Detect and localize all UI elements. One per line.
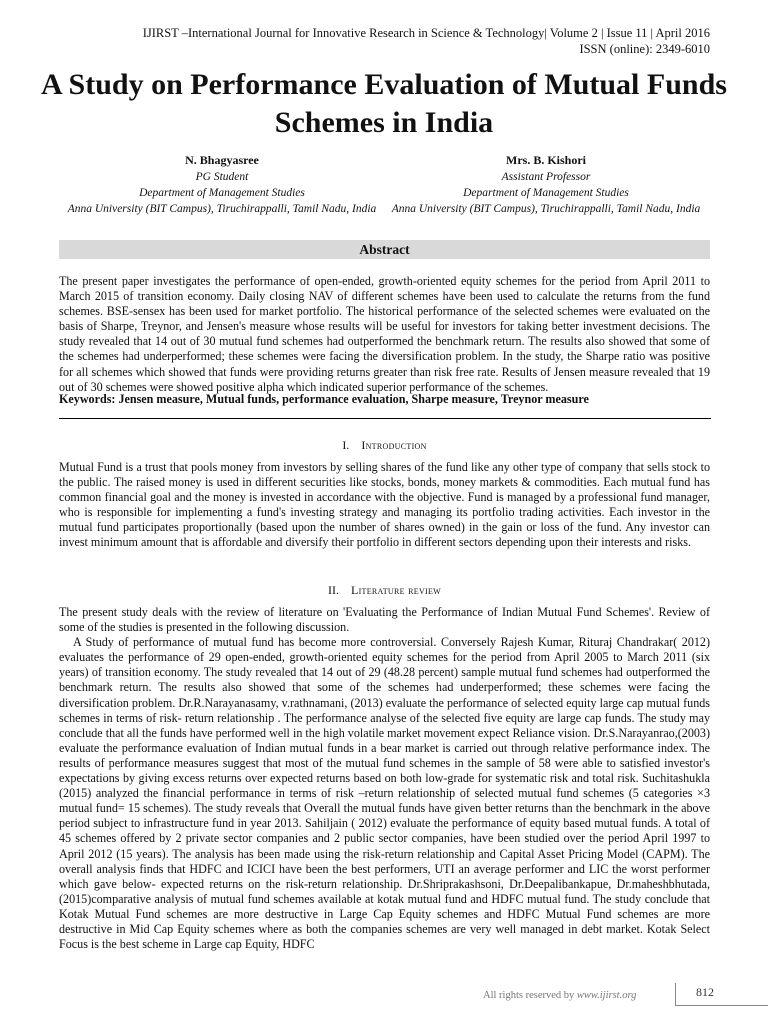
paragraph: A Study of performance of mutual fund has become more controversial. Conversely Rajesh Kumar, Rituraj Chandrakar( 2012) evaluates the performance of 29 open-ended, growth-oriented equity schemes for the period from April 2005 to March 2011 (six years) of transition economy. The study revealed that 14 out of 29 (48.28 percent) sample mutual fund schemes had outperformed the benchmark return. The results also showed that some of the schemes had underperformed; these schemes were facing the diversification problem. Dr.R.Narayanasamy, v.rathnamani, (2013) evaluate the performance of selected equity large cap mutual funds schemes in terms of risk- return relationship . The performance analyse of the selected five equity are large cap funds. The study may conclude that all the funds have performed well in the high volatile market movement expect Reliance vision. Dr.S.Narayanrao,(2003) evaluate the performance evaluation of Indian mutual funds in a bear market is carried out through relative performance index. The results of performance measures suggest that most of the mutual fund schemes in the sample of 58 were able to satisfied investor's expectations by giving excess returns over expected returns based on both low-grade for systematic risk and total risk. Suchitashukla (2015) analyzed the financial performance in terms of risk –return relationship of selected mutual fund schemes (5 categories ×3 mutual fund= 15 schemes). The study reveals that Overall the mutual funds have given better returns than the benchmark in the above period subject to infrastructure fund in year 2013. Sahiljain ( 2012) evaluate the performance of equity based mutual funds. A total of 45 schemes offered by 2 private sector companies and 2 public sector companies, have been studied over the period April 1997 to April 2012 (15 years). The analysis has been made using the risk-return relationship and Capital Asset Pricing Model (CAPM). The overall analysis finds that HDFC and ICICI have been the best performers, UTI an average performer and LIC the worst performer which gave below- expected returns on the risk-return relationship. Dr.Shriprakashsoni, Dr.Deepalibankapue, Dr.maheshbhutada, (2015)comparative analysis of mutual fund schemes available at kotak mutual fund and HDFC mutual fund. The study conclude that Kotak Mutual Fund schemes are more destructive in Large Cap Equity schemes and HDFC Mutual Fund schemes are more destructive in Mid Cap Equity schemes where as both the companies schemes are very well managed in debt market. Kotak Select Focus is the best scheme in Large cap Equity, HDFC bbox=[59, 635, 710, 952]
paper-title: A Study on Performance Evaluation of Mutual Funds Schemes in India bbox=[41, 68, 727, 139]
section-title: Introduction bbox=[361, 438, 427, 452]
author-block bbox=[60, 152, 708, 217]
section-number: II. bbox=[327, 583, 339, 597]
author-2 bbox=[384, 152, 708, 217]
literature-review-text bbox=[59, 605, 710, 952]
author-name: N. Bhagyasree bbox=[185, 153, 259, 167]
introduction-text bbox=[59, 460, 710, 551]
rights-text: All rights reserved by bbox=[483, 990, 575, 1001]
author-name: Mrs. B. Kishori bbox=[506, 153, 586, 167]
author-affiliation: Anna University (BIT Campus), Tiruchirappalli, Tamil Nadu, India bbox=[391, 203, 701, 215]
footer-url-link[interactable]: www.ijirst.org bbox=[576, 990, 637, 1001]
author-1 bbox=[60, 152, 384, 217]
section-heading-introduction bbox=[59, 438, 710, 453]
author-department: Department of Management Studies bbox=[463, 187, 629, 199]
section-heading-literature-review bbox=[59, 583, 710, 598]
keywords: Keywords: Jensen measure, Mutual funds, performance evaluation, Sharpe measure, Treynor measure bbox=[59, 392, 589, 406]
journal-citation-line: IJIRST –International Journal for Innovative Research in Science & Technology| Volume 2 | Issue 11 | April 2016 bbox=[142, 26, 710, 40]
author-department: Department of Management Studies bbox=[139, 187, 305, 199]
footer-rule bbox=[736, 1005, 768, 1006]
section-number: I. bbox=[342, 438, 350, 452]
author-role: PG Student bbox=[195, 171, 249, 183]
abstract-text: The present paper investigates the performance of open-ended, growth-oriented equity schemes for the period from April 2011 to March 2015 of transition economy. Daily closing NAV of different schemes have been used to calculate the returns from the fund schemes. BSE-sensex has been used for market portfolio. The historical performance of the selected schemes were evaluated on the basis of Sharpe, Treynor, and Jensen's measure whose results will be useful for investors for taking better investment decisions. The study revealed that 14 out of 30 mutual fund schemes had outperformed the benchmark return. The results also showed that some of the schemes had underperformed; these schemes were facing the diversification problem. In the study, the Sharpe ratio was positive for all schemes which showed that funds were providing returns greater than risk free rate. Results of Jensen measure revealed that 19 out of 30 schemes were showed positive alpha which indicated superior performance of the schemes. bbox=[59, 274, 710, 394]
footer-rights bbox=[483, 990, 636, 1001]
abstract-heading: Abstract bbox=[59, 240, 710, 259]
section-divider bbox=[59, 418, 711, 419]
section-title: Literature review bbox=[350, 583, 442, 597]
author-affiliation: Anna University (BIT Campus), Tiruchirappalli, Tamil Nadu, India bbox=[67, 203, 377, 215]
paragraph: The present study deals with the review of literature on 'Evaluating the Performance of Indian Mutual Fund Schemes'. Review of some of the studies is presented in the following discussion. bbox=[59, 605, 710, 635]
journal-header bbox=[143, 25, 710, 57]
page-number: 812 bbox=[696, 985, 714, 999]
paragraph: Mutual Fund is a trust that pools money from investors by selling shares of the fund like any other type of company that sells stock to the public. The raised money is used in different securities like stocks, bonds, money markets & commodities. Each mutual fund has common financial goal and the money is invested in accordance with the objective. Fund is managed by a professional fund manager, who is responsible for implementing a fund's investing strategy and managing its portfolio trading activities. Each investor in the mutual fund participates proportionally (based upon the number of shares owned) in the gain or loss of the fund. Any investor can invest minimum amount that is affordable and diversify their portfolio in different sectors depending upon their interests and risks. bbox=[59, 460, 710, 550]
journal-issn: ISSN (online): 2349-6010 bbox=[579, 42, 710, 56]
author-role: Assistant Professor bbox=[501, 171, 591, 183]
